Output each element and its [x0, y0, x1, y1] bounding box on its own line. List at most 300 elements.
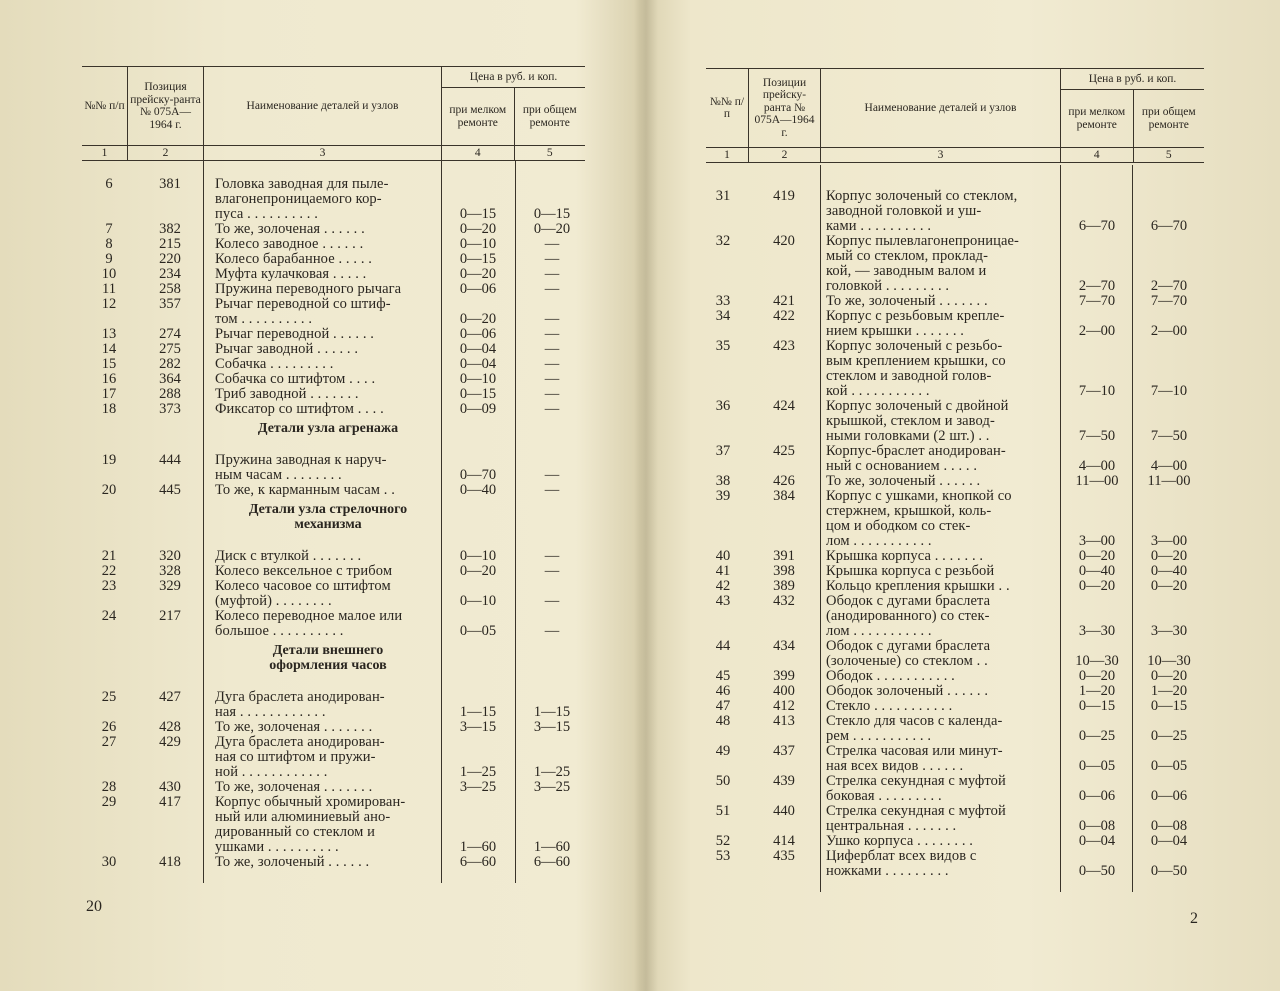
- row-number: 32: [715, 233, 731, 249]
- price-list-position: 234: [159, 266, 181, 282]
- item-name-line: ная . . . . . . . . . . . .: [215, 704, 326, 720]
- item-name-line: лом . . . . . . . . . . .: [826, 533, 932, 549]
- header-num-2: 2: [127, 145, 203, 160]
- price-small-repair: 2—00: [1078, 323, 1116, 339]
- price-list-position: 422: [773, 308, 795, 324]
- row-number: 28: [101, 779, 117, 795]
- price-small-repair: 6—60: [459, 854, 497, 870]
- item-name-line: Корпус обычный хромирован-: [215, 794, 406, 810]
- row-number: 15: [101, 356, 117, 372]
- price-general-repair: —: [544, 251, 560, 267]
- price-list-position: 220: [159, 251, 181, 267]
- price-general-repair: —: [544, 326, 560, 342]
- row-number: 38: [715, 473, 731, 489]
- price-general-repair: 4—00: [1150, 458, 1188, 474]
- right-page: [640, 0, 1280, 991]
- item-name-line: мый со стеклом, проклад-: [826, 248, 989, 264]
- item-name-line: То же, золоченая . . . . . . .: [215, 779, 373, 795]
- item-name-line: Крышка корпуса с резьбой: [826, 563, 995, 579]
- header-col5: при общем ремонте: [1133, 90, 1205, 147]
- price-general-repair: —: [544, 482, 560, 498]
- page-number: 20: [86, 898, 102, 915]
- price-general-repair: 6—60: [533, 854, 571, 870]
- price-general-repair: 3—25: [533, 779, 571, 795]
- table-header: [82, 66, 585, 161]
- item-name-line: кой . . . . . . . . . . .: [826, 383, 930, 399]
- item-name-line: Ободок . . . . . . . . . . .: [826, 668, 955, 684]
- item-name-line: Стрелка часовая или минут-: [826, 743, 1003, 759]
- item-name-line: рем . . . . . . . . . . .: [826, 728, 932, 744]
- row-number: 8: [105, 236, 113, 252]
- price-general-repair: 0—08: [1150, 818, 1188, 834]
- item-name-line: влагонепроницаемого кор-: [215, 191, 382, 207]
- price-small-repair: 0—04: [459, 356, 497, 372]
- column-rule: [203, 161, 204, 883]
- item-name-line: ная всех видов . . . . . .: [826, 758, 964, 774]
- section-heading: оформления часов: [269, 658, 387, 673]
- row-number: 42: [715, 578, 731, 594]
- item-name-line: Колесо переводное малое или: [215, 608, 403, 624]
- item-name-line: Рычаг переводной со штиф-: [215, 296, 391, 312]
- price-small-repair: 0—15: [459, 251, 497, 267]
- item-name-line: Корпус пылевлагонепроницае-: [826, 233, 1019, 249]
- header-num-1: 1: [706, 147, 748, 162]
- row-number: 27: [101, 734, 117, 750]
- price-list-position: 439: [773, 773, 795, 789]
- price-small-repair: 0—20: [459, 221, 497, 237]
- price-small-repair: 0—06: [1078, 788, 1116, 804]
- price-small-repair: 0—20: [1078, 668, 1116, 684]
- price-list-position: 398: [773, 563, 795, 579]
- row-number: 13: [101, 326, 117, 342]
- row-number: 34: [715, 308, 731, 324]
- row-number: 40: [715, 548, 731, 564]
- item-name-line: Пружина заводная к наруч-: [215, 452, 387, 468]
- price-list-position: 435: [773, 848, 795, 864]
- item-name-line: То же, золоченая . . . . . . .: [215, 719, 373, 735]
- price-list-position: 384: [773, 488, 795, 504]
- price-general-repair: —: [544, 548, 560, 564]
- row-number: 12: [101, 296, 117, 312]
- item-name-line: цом и ободком со стек-: [826, 518, 971, 534]
- row-number: 30: [101, 854, 117, 870]
- row-number: 20: [101, 482, 117, 498]
- price-list-position: 215: [159, 236, 181, 252]
- price-list-position: 421: [773, 293, 795, 309]
- item-name-line: ным часам . . . . . . . .: [215, 467, 342, 483]
- row-number: 10: [101, 266, 117, 282]
- price-general-repair: 1—25: [533, 764, 571, 780]
- header-col4: при мелком ремонте: [449, 104, 507, 129]
- row-number: 17: [101, 386, 117, 402]
- price-list-position: 329: [159, 578, 181, 594]
- price-general-repair: —: [544, 356, 560, 372]
- price-list-position: 424: [773, 398, 795, 414]
- header-price-group: [1060, 69, 1204, 147]
- price-general-repair: 0—05: [1150, 758, 1188, 774]
- section-heading: Детали внешнего: [272, 643, 384, 658]
- price-general-repair: —: [544, 371, 560, 387]
- price-list-position: 412: [773, 698, 795, 714]
- price-small-repair: 1—60: [459, 839, 497, 855]
- row-number: 7: [105, 221, 113, 237]
- header-col1: №№ п/п: [84, 99, 125, 112]
- item-name-line: вым креплением крышки, со: [826, 353, 1006, 369]
- price-small-repair: 7—10: [1078, 383, 1116, 399]
- item-name-line: Собачка . . . . . . . . .: [215, 356, 334, 372]
- price-small-repair: 0—05: [459, 623, 497, 639]
- price-list-position: 432: [773, 593, 795, 609]
- item-name-line: Колесо вексельное с трибом: [215, 563, 393, 579]
- item-name-line: Ободок с дугами браслета: [826, 638, 991, 654]
- price-small-repair: 0—05: [1078, 758, 1116, 774]
- row-number: 14: [101, 341, 117, 357]
- price-general-repair: 0—20: [1150, 668, 1188, 684]
- row-number: 39: [715, 488, 731, 504]
- item-name-line: ная со штифтом и пружи-: [215, 749, 376, 765]
- item-name-line: стеклом и заводной голов-: [826, 368, 992, 384]
- item-name-line: Колесо часовое со штифтом: [215, 578, 391, 594]
- price-list-position: 328: [159, 563, 181, 579]
- item-name-line: крышкой, стеклом и завод-: [826, 413, 995, 429]
- section-heading: Детали узла агренажа: [257, 421, 399, 436]
- item-name-line: Колесо заводное . . . . . .: [215, 236, 364, 252]
- price-small-repair: 0—20: [459, 311, 497, 327]
- price-small-repair: 3—00: [1078, 533, 1116, 549]
- column-rule: [1132, 165, 1133, 892]
- row-number: 31: [715, 188, 731, 204]
- item-name-line: Стрелка секундная с муфтой: [826, 773, 1006, 789]
- header-num-3: 3: [820, 147, 1060, 162]
- price-list-position: 426: [773, 473, 795, 489]
- header-num-4: 4: [1093, 149, 1100, 161]
- item-name-line: Фиксатор со штифтом . . . .: [215, 401, 384, 417]
- price-small-repair: 6—70: [1078, 218, 1116, 234]
- item-name-line: Корпус с ушками, кнопкой со: [826, 488, 1012, 504]
- price-list-position: 440: [773, 803, 795, 819]
- item-name-line: ножками . . . . . . . . .: [826, 863, 949, 879]
- row-number: 23: [101, 578, 117, 594]
- price-list-position: 217: [159, 608, 181, 624]
- row-number: 49: [715, 743, 731, 759]
- header-col5: при общем ремонте: [514, 88, 586, 145]
- price-small-repair: 0—40: [459, 482, 497, 498]
- item-name-line: Ободок с дугами браслета: [826, 593, 991, 609]
- item-name-line: ными головками (2 шт.) . .: [826, 428, 990, 444]
- row-number: 36: [715, 398, 731, 414]
- price-general-repair: 7—50: [1150, 428, 1188, 444]
- header-num-2: 2: [748, 147, 820, 162]
- price-list-position: 437: [773, 743, 795, 759]
- item-name-line: То же, золоченый . . . . . .: [826, 473, 981, 489]
- price-small-repair: 0—40: [1078, 563, 1116, 579]
- item-name-line: нием крышки . . . . . . .: [826, 323, 965, 339]
- price-general-repair: —: [544, 236, 560, 252]
- item-name-line: ной . . . . . . . . . . . .: [215, 764, 328, 780]
- row-number: 33: [715, 293, 731, 309]
- price-small-repair: 0—04: [1078, 833, 1116, 849]
- price-small-repair: 3—25: [459, 779, 497, 795]
- price-general-repair: 0—15: [1150, 698, 1188, 714]
- column-rule: [820, 165, 821, 892]
- column-rule: [1060, 165, 1061, 892]
- item-name-line: Колесо барабанное . . . . .: [215, 251, 372, 267]
- price-list-position: 282: [159, 356, 181, 372]
- price-small-repair: 1—25: [459, 764, 497, 780]
- price-general-repair: 0—50: [1150, 863, 1188, 879]
- price-general-repair: 10—30: [1147, 653, 1191, 669]
- item-name-line: То же, золоченый . . . . . .: [215, 854, 370, 870]
- item-name-line: Дуга браслета анодирован-: [215, 689, 385, 705]
- price-general-repair: 0—20: [1150, 578, 1188, 594]
- price-list-position: 434: [773, 638, 795, 654]
- price-list-position: 320: [159, 548, 181, 564]
- price-small-repair: 2—70: [1078, 278, 1116, 294]
- item-name-line: Триб заводной . . . . . . .: [215, 386, 359, 402]
- header-price: Цена в руб. и коп.: [1061, 69, 1204, 90]
- row-number: 48: [715, 713, 731, 729]
- row-number: 53: [715, 848, 731, 864]
- price-list-position: 445: [159, 482, 181, 498]
- price-list-position: 413: [773, 713, 795, 729]
- price-general-repair: 1—20: [1150, 683, 1188, 699]
- header-num-3: 3: [203, 145, 441, 160]
- item-name-line: центральная . . . . . . .: [826, 818, 957, 834]
- item-name-line: ками . . . . . . . . . .: [826, 218, 932, 234]
- price-general-repair: 0—04: [1150, 833, 1188, 849]
- price-small-repair: 0—10: [459, 593, 497, 609]
- price-general-repair: 0—06: [1150, 788, 1188, 804]
- column-rule: [515, 161, 516, 883]
- row-number: 52: [715, 833, 731, 849]
- row-number: 19: [101, 452, 117, 468]
- price-general-repair: 6—70: [1150, 218, 1188, 234]
- row-number: 6: [105, 176, 113, 192]
- item-name-line: лом . . . . . . . . . . .: [826, 623, 932, 639]
- price-list-position: 399: [773, 668, 795, 684]
- price-general-repair: 0—20: [533, 221, 571, 237]
- price-small-repair: 3—30: [1078, 623, 1116, 639]
- price-list-position: 381: [159, 176, 181, 192]
- item-name-line: Корпус золоченый с резьбо-: [826, 338, 1003, 354]
- price-general-repair: 11—00: [1147, 473, 1191, 489]
- price-general-repair: 7—10: [1150, 383, 1188, 399]
- item-name-line: То же, золоченая . . . . . .: [215, 221, 365, 237]
- row-number: 35: [715, 338, 731, 354]
- price-list-position: 418: [159, 854, 181, 870]
- price-general-repair: —: [544, 401, 560, 417]
- item-name-line: ушками . . . . . . . . . .: [215, 839, 339, 855]
- row-number: 24: [101, 608, 117, 624]
- price-list-position: 389: [773, 578, 795, 594]
- header-col2: Позиция прейску-ранта № 075А—1964 г.: [127, 67, 203, 145]
- price-general-repair: —: [544, 311, 560, 327]
- item-name-line: Корпус золоченый с двойной: [826, 398, 1009, 414]
- item-name-line: заводной головкой и уш-: [826, 203, 982, 219]
- price-small-repair: 0—25: [1078, 728, 1116, 744]
- price-small-repair: 4—00: [1078, 458, 1116, 474]
- item-name-line: Кольцо крепления крышки . .: [826, 578, 1010, 594]
- item-name-line: Стекло . . . . . . . . . . .: [826, 698, 953, 714]
- row-number: 43: [715, 593, 731, 609]
- price-small-repair: 1—15: [459, 704, 497, 720]
- price-general-repair: —: [544, 593, 560, 609]
- price-general-repair: 2—00: [1150, 323, 1188, 339]
- table-header: [706, 68, 1204, 163]
- item-name-line: Собачка со штифтом . . . .: [215, 371, 376, 387]
- price-small-repair: 0—10: [459, 548, 497, 564]
- price-general-repair: 3—00: [1150, 533, 1188, 549]
- price-general-repair: 7—70: [1150, 293, 1188, 309]
- item-name-line: (муфтой) . . . . . . . .: [215, 593, 332, 609]
- price-small-repair: 0—20: [1078, 548, 1116, 564]
- price-general-repair: —: [544, 563, 560, 579]
- header-col3: Наименование деталей и узлов: [203, 67, 441, 145]
- price-list-position: 364: [159, 371, 181, 387]
- price-small-repair: 0—15: [1078, 698, 1116, 714]
- item-name-line: Головка заводная для пыле-: [215, 176, 389, 192]
- price-list-position: 400: [773, 683, 795, 699]
- header-col1: №№ п/п: [709, 95, 745, 120]
- price-list-position: 419: [773, 188, 795, 204]
- header-col4: при мелком ремонте: [1068, 106, 1126, 131]
- item-name-line: Корпус золоченый со стеклом,: [826, 188, 1018, 204]
- row-number: 18: [101, 401, 117, 417]
- item-name-line: Стекло для часов с календа-: [826, 713, 1003, 729]
- price-small-repair: 3—15: [459, 719, 497, 735]
- price-general-repair: —: [544, 281, 560, 297]
- item-name-line: Диск с втулкой . . . . . . .: [215, 548, 362, 564]
- price-small-repair: 0—04: [459, 341, 497, 357]
- price-general-repair: —: [544, 341, 560, 357]
- price-list-position: 420: [773, 233, 795, 249]
- price-list-position: 430: [159, 779, 181, 795]
- row-number: 29: [101, 794, 117, 810]
- section-heading: механизма: [294, 517, 362, 532]
- item-name-line: (золоченые) со стеклом . .: [826, 653, 988, 669]
- price-small-repair: 0—10: [459, 371, 497, 387]
- header-col2: Позиции прейску-ранта № 075А—1964 г.: [748, 69, 820, 147]
- price-list-position: 258: [159, 281, 181, 297]
- price-small-repair: 0—20: [459, 266, 497, 282]
- row-number: 51: [715, 803, 731, 819]
- item-name-line: Корпус-браслет анодирован-: [826, 443, 1006, 459]
- header-num-5: 5: [514, 146, 586, 160]
- item-name-line: пуса . . . . . . . . . .: [215, 206, 318, 222]
- header-num-5: 5: [1133, 148, 1205, 162]
- row-number: 46: [715, 683, 731, 699]
- price-list-position: 288: [159, 386, 181, 402]
- price-small-repair: 11—00: [1075, 473, 1119, 489]
- item-name-line: ный или алюминиевый ано-: [215, 809, 391, 825]
- price-list-position: 425: [773, 443, 795, 459]
- item-name-line: боковая . . . . . . . . .: [826, 788, 942, 804]
- price-small-repair: 0—50: [1078, 863, 1116, 879]
- price-general-repair: —: [544, 386, 560, 402]
- column-rule: [441, 161, 442, 883]
- price-general-repair: 0—40: [1150, 563, 1188, 579]
- price-general-repair: 1—15: [533, 704, 571, 720]
- item-name-line: большое . . . . . . . . . .: [215, 623, 344, 639]
- item-name-line: Стрелка секундная с муфтой: [826, 803, 1006, 819]
- item-name-line: Муфта кулачковая . . . . .: [215, 266, 367, 282]
- price-small-repair: 0—06: [459, 281, 497, 297]
- price-small-repair: 0—15: [459, 206, 497, 222]
- price-small-repair: 0—20: [1078, 578, 1116, 594]
- row-number: 26: [101, 719, 117, 735]
- price-general-repair: 1—60: [533, 839, 571, 855]
- row-number: 37: [715, 443, 731, 459]
- item-name-line: Ободок золоченый . . . . . .: [826, 683, 989, 699]
- item-name-line: головкой . . . . . . . . .: [826, 278, 950, 294]
- price-list-position: 391: [773, 548, 795, 564]
- header-price: Цена в руб. и коп.: [442, 67, 585, 88]
- item-name-line: кой, — заводным валом и: [826, 263, 987, 279]
- price-small-repair: 7—50: [1078, 428, 1116, 444]
- price-small-repair: 0—08: [1078, 818, 1116, 834]
- item-name-line: дированный со стеклом и: [215, 824, 376, 840]
- item-name-line: (анодированного) со стек-: [826, 608, 990, 624]
- item-name-line: Крышка корпуса . . . . . . .: [826, 548, 984, 564]
- item-name-line: То же, золоченый . . . . . . .: [826, 293, 988, 309]
- row-number: 50: [715, 773, 731, 789]
- row-number: 11: [102, 281, 116, 297]
- header-num-4: 4: [474, 147, 481, 159]
- item-name-line: стержнем, крышкой, коль-: [826, 503, 992, 519]
- price-small-repair: 0—09: [459, 401, 497, 417]
- price-small-repair: 1—20: [1078, 683, 1116, 699]
- item-name-line: ный с основанием . . . . .: [826, 458, 978, 474]
- price-general-repair: 2—70: [1150, 278, 1188, 294]
- price-general-repair: 3—15: [533, 719, 571, 735]
- price-general-repair: 0—25: [1150, 728, 1188, 744]
- header-num-1: 1: [82, 145, 127, 160]
- header-col3: Наименование деталей и узлов: [820, 69, 1060, 147]
- price-general-repair: —: [544, 266, 560, 282]
- row-number: 25: [101, 689, 117, 705]
- row-number: 21: [101, 548, 117, 564]
- price-general-repair: 3—30: [1150, 623, 1188, 639]
- price-small-repair: 0—06: [459, 326, 497, 342]
- item-name-line: Дуга браслета анодирован-: [215, 734, 385, 750]
- price-small-repair: 0—70: [459, 467, 497, 483]
- price-list-position: 444: [159, 452, 181, 468]
- price-small-repair: 10—30: [1075, 653, 1119, 669]
- page-number: 2: [1190, 910, 1198, 927]
- item-name-line: том . . . . . . . . . .: [215, 311, 313, 327]
- item-name-line: Корпус с резьбовым крепле-: [826, 308, 1005, 324]
- price-list-position: 429: [159, 734, 181, 750]
- price-list-position: 382: [159, 221, 181, 237]
- row-number: 47: [715, 698, 731, 714]
- item-name-line: Рычаг заводной . . . . . .: [215, 341, 359, 357]
- row-number: 45: [715, 668, 731, 684]
- price-general-repair: —: [544, 467, 560, 483]
- row-number: 44: [715, 638, 731, 654]
- row-number: 22: [101, 563, 117, 579]
- price-small-repair: 0—20: [459, 563, 497, 579]
- price-small-repair: 0—10: [459, 236, 497, 252]
- price-list-position: 373: [159, 401, 181, 417]
- price-list-position: 357: [159, 296, 181, 312]
- price-list-position: 414: [773, 833, 795, 849]
- price-small-repair: 0—15: [459, 386, 497, 402]
- row-number: 9: [105, 251, 113, 267]
- price-list-position: 274: [159, 326, 181, 342]
- item-name-line: То же, к карманным часам . .: [215, 482, 395, 498]
- price-list-position: 427: [159, 689, 181, 705]
- row-number: 16: [101, 371, 117, 387]
